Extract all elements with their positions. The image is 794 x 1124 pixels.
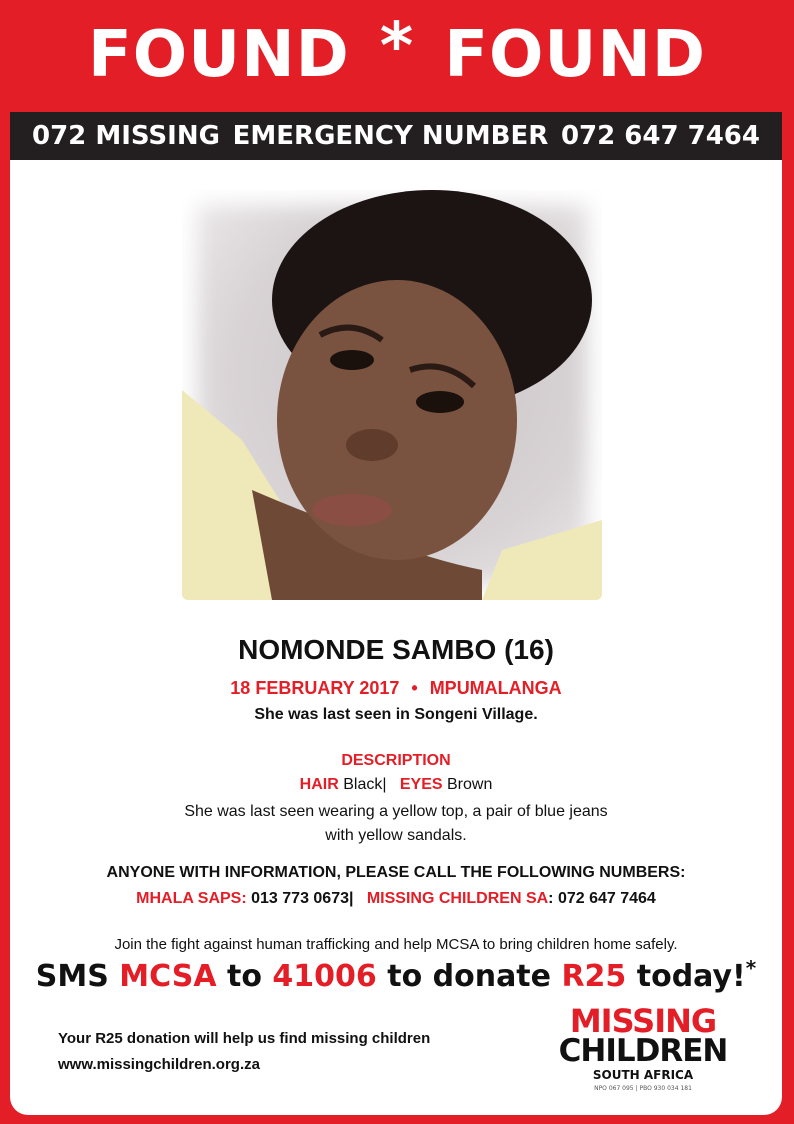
sms-asterisk: *: [745, 956, 757, 980]
last-seen-text: She was last seen in Songeni Village.: [254, 706, 538, 723]
logo-registration: NPO 067 095 | PBO 930 034 181: [594, 1085, 692, 1092]
sms-text-4: today!: [626, 959, 746, 994]
donation-note: Your R25 donation will help us find missing children: [58, 1030, 431, 1047]
emergency-number: 072 647 7464: [560, 121, 760, 151]
date-location-line: [10, 678, 782, 699]
mcsa-number: : 072 647 7464: [548, 890, 656, 907]
contact-heading: ANYONE WITH INFORMATION, PLEASE CALL THE FOLLOWING NUMBERS:: [106, 864, 686, 881]
sms-text-1: SMS: [35, 959, 120, 994]
clothing-line-1: She was last seen wearing a yellow top, a pair of blue jeans: [184, 803, 608, 820]
sms-text-3: to donate: [376, 959, 562, 994]
found-banner: [0, 0, 794, 110]
logo-south-africa: SOUTH AFRICA: [592, 1068, 694, 1082]
bullet-separator: •: [411, 678, 418, 698]
sms-text-2: to: [216, 959, 273, 994]
clothing-description: [10, 800, 782, 848]
mcsa-logo: [558, 1002, 728, 1092]
hair-value: Black|: [343, 776, 387, 793]
mcsa-label: MISSING CHILDREN SA: [366, 890, 549, 907]
sms-keyword: MCSA: [119, 959, 217, 994]
saps-label: MHALA SAPS:: [136, 890, 247, 907]
join-fight-text: Join the fight against human trafficking and help MCSA to bring children home safely.: [114, 936, 678, 953]
eyes-label: EYES: [399, 776, 443, 793]
portrait-illustration: [182, 190, 602, 600]
hair-eyes-row: [10, 776, 782, 794]
description-heading: DESCRIPTION: [341, 752, 451, 769]
clothing-line-2: with yellow sandals.: [325, 827, 467, 844]
emergency-label: EMERGENCY NUMBER: [232, 121, 549, 151]
hair-label: HAIR: [299, 776, 339, 793]
sms-amount: R25: [561, 959, 627, 994]
poster-card: [10, 160, 782, 1115]
province: MPUMALANGA: [429, 678, 562, 698]
emergency-number-bar: [10, 112, 782, 160]
contact-numbers-row: [10, 890, 782, 908]
missing-date: 18 FEBRUARY 2017: [230, 678, 400, 698]
eyes-value: Brown: [446, 776, 493, 793]
website-link[interactable]: www.missingchildren.org.za: [58, 1056, 260, 1073]
child-name: NOMONDE SAMBO (16): [238, 634, 554, 665]
donation-footnote: [58, 1026, 430, 1078]
sms-donation-line: [10, 956, 782, 994]
emergency-label-missing: 072 MISSING: [32, 121, 220, 151]
sms-shortcode: 41006: [272, 959, 377, 994]
found-word-right: FOUND: [444, 18, 707, 92]
logo-children: CHILDREN: [558, 1033, 728, 1069]
asterisk-separator: *: [379, 10, 415, 84]
found-word-left: FOUND: [87, 18, 350, 92]
saps-number: 013 773 0673|: [251, 890, 354, 907]
logo-missing: MISSING: [569, 1002, 717, 1040]
child-photo: [182, 190, 602, 600]
